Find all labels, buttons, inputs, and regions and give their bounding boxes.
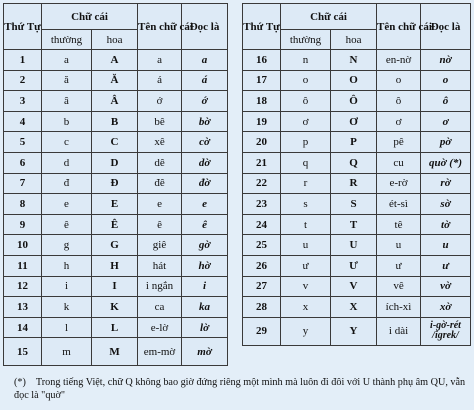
- letter-name-cell: en-nờ: [377, 50, 421, 71]
- letter-name-cell: dê: [138, 152, 182, 173]
- letter-name-cell: tê: [377, 214, 421, 235]
- header-uppercase: hoa: [92, 30, 138, 50]
- letter-name-cell: a: [138, 50, 182, 71]
- uppercase-letter-cell: K: [92, 297, 138, 318]
- uppercase-letter-cell: P: [331, 132, 377, 153]
- letter-name-cell: ô: [377, 91, 421, 112]
- header-uppercase: hoa: [331, 30, 377, 50]
- table-row: [243, 317, 471, 345]
- pronunciation-cell: xờ: [421, 297, 471, 318]
- pronunciation-cell: cờ: [182, 132, 228, 153]
- pronunciation-cell: gờ: [182, 235, 228, 256]
- order-number-cell: 15: [4, 338, 42, 366]
- order-number-cell: 2: [4, 70, 42, 91]
- letter-name-cell: pê: [377, 132, 421, 153]
- order-number-cell: 25: [243, 235, 281, 256]
- lowercase-letter-cell: l: [42, 317, 92, 338]
- lowercase-letter-cell: h: [42, 255, 92, 276]
- table-row: [243, 111, 471, 132]
- lowercase-letter-cell: g: [42, 235, 92, 256]
- uppercase-letter-cell: R: [331, 173, 377, 194]
- table-row: [243, 276, 471, 297]
- lowercase-letter-cell: k: [42, 297, 92, 318]
- order-number-cell: 21: [243, 152, 281, 173]
- uppercase-letter-cell: Ô: [331, 91, 377, 112]
- lowercase-letter-cell: s: [281, 194, 331, 215]
- order-number-cell: 20: [243, 132, 281, 153]
- order-number-cell: 7: [4, 173, 42, 194]
- lowercase-letter-cell: ê: [42, 214, 92, 235]
- letter-name-cell: hát: [138, 255, 182, 276]
- table-row: [243, 194, 471, 215]
- uppercase-letter-cell: Y: [331, 317, 377, 345]
- order-number-cell: 27: [243, 276, 281, 297]
- pronunciation-cell: i: [182, 276, 228, 297]
- order-number-cell: 1: [4, 50, 42, 71]
- letter-name-cell: u: [377, 235, 421, 256]
- table-row: [243, 132, 471, 153]
- table-row: [243, 297, 471, 318]
- header-letter-name: Tên chữ cái: [377, 4, 421, 50]
- table-row: [243, 152, 471, 173]
- letter-name-cell: á: [138, 70, 182, 91]
- letter-name-cell: xê: [138, 132, 182, 153]
- lowercase-letter-cell: m: [42, 338, 92, 366]
- uppercase-letter-cell: N: [331, 50, 377, 71]
- uppercase-letter-cell: A: [92, 50, 138, 71]
- order-number-cell: 18: [243, 91, 281, 112]
- order-number-cell: 16: [243, 50, 281, 71]
- lowercase-letter-cell: â: [42, 91, 92, 112]
- uppercase-letter-cell: Đ: [92, 173, 138, 194]
- uppercase-letter-cell: Â: [92, 91, 138, 112]
- lowercase-letter-cell: v: [281, 276, 331, 297]
- uppercase-letter-cell: Ơ: [331, 111, 377, 132]
- order-number-cell: 4: [4, 111, 42, 132]
- table-row: [4, 214, 228, 235]
- pronunciation-cell: dờ: [182, 152, 228, 173]
- letter-name-cell: ơ: [377, 111, 421, 132]
- letter-name-cell: ớ: [138, 91, 182, 112]
- table-row: [4, 276, 228, 297]
- uppercase-letter-cell: Ă: [92, 70, 138, 91]
- footnote-marker: (*): [14, 377, 26, 388]
- uppercase-letter-cell: T: [331, 214, 377, 235]
- lowercase-letter-cell: u: [281, 235, 331, 256]
- letter-name-cell: vê: [377, 276, 421, 297]
- uppercase-letter-cell: D: [92, 152, 138, 173]
- order-number-cell: 13: [4, 297, 42, 318]
- table-row: [4, 235, 228, 256]
- alphabet-table-right: [242, 3, 471, 346]
- uppercase-letter-cell: Ư: [331, 255, 377, 276]
- order-number-cell: 14: [4, 317, 42, 338]
- pronunciation-cell: i-gờ-rét /igrek/: [421, 317, 471, 345]
- letter-name-cell: ê: [138, 214, 182, 235]
- order-number-cell: 24: [243, 214, 281, 235]
- lowercase-letter-cell: ô: [281, 91, 331, 112]
- lowercase-letter-cell: ư: [281, 255, 331, 276]
- pronunciation-cell: o: [421, 70, 471, 91]
- header-letter-name: Tên chữ cái: [138, 4, 182, 50]
- table-row: [243, 50, 471, 71]
- uppercase-letter-cell: H: [92, 255, 138, 276]
- lowercase-letter-cell: e: [42, 194, 92, 215]
- letter-name-cell: giê: [138, 235, 182, 256]
- pronunciation-cell: u: [421, 235, 471, 256]
- left-table-body: [4, 50, 228, 366]
- pronunciation-cell: ớ: [182, 91, 228, 112]
- pronunciation-cell: e: [182, 194, 228, 215]
- lowercase-letter-cell: i: [42, 276, 92, 297]
- lowercase-letter-cell: o: [281, 70, 331, 91]
- letter-name-cell: e: [138, 194, 182, 215]
- pronunciation-cell: sờ: [421, 194, 471, 215]
- alphabet-table-left: [3, 3, 228, 366]
- table-row: [4, 70, 228, 91]
- uppercase-letter-cell: X: [331, 297, 377, 318]
- table-row: [4, 152, 228, 173]
- order-number-cell: 29: [243, 317, 281, 345]
- lowercase-letter-cell: n: [281, 50, 331, 71]
- uppercase-letter-cell: V: [331, 276, 377, 297]
- lowercase-letter-cell: x: [281, 297, 331, 318]
- order-number-cell: 19: [243, 111, 281, 132]
- pronunciation-cell: vờ: [421, 276, 471, 297]
- uppercase-letter-cell: U: [331, 235, 377, 256]
- table-row: [4, 297, 228, 318]
- letter-name-cell: e-lờ: [138, 317, 182, 338]
- letter-name-cell: ư: [377, 255, 421, 276]
- table-row: [4, 255, 228, 276]
- lowercase-letter-cell: r: [281, 173, 331, 194]
- table-row: [243, 235, 471, 256]
- lowercase-letter-cell: a: [42, 50, 92, 71]
- letter-name-cell: i ngắn: [138, 276, 182, 297]
- header-lowercase: thường: [42, 30, 92, 50]
- table-row: [243, 214, 471, 235]
- lowercase-letter-cell: đ: [42, 173, 92, 194]
- pronunciation-cell: quờ (*): [421, 152, 471, 173]
- pronunciation-cell: hờ: [182, 255, 228, 276]
- uppercase-letter-cell: Q: [331, 152, 377, 173]
- table-row: [4, 173, 228, 194]
- lowercase-letter-cell: d: [42, 152, 92, 173]
- order-number-cell: 3: [4, 91, 42, 112]
- table-row: [4, 132, 228, 153]
- order-number-cell: 9: [4, 214, 42, 235]
- order-number-cell: 12: [4, 276, 42, 297]
- lowercase-letter-cell: p: [281, 132, 331, 153]
- uppercase-letter-cell: S: [331, 194, 377, 215]
- pronunciation-cell: á: [182, 70, 228, 91]
- footnote-text: Trong tiếng Việt, chữ Q không bao giờ đứng riêng một mình mà luôn đi đôi với U thành phụ âm QU, vẫn đọc là "quờ": [14, 377, 466, 401]
- pronunciation-cell: ư: [421, 255, 471, 276]
- pronunciation-cell: ô: [421, 91, 471, 112]
- order-number-cell: 5: [4, 132, 42, 153]
- order-number-cell: 22: [243, 173, 281, 194]
- order-number-cell: 6: [4, 152, 42, 173]
- table-row: [4, 50, 228, 71]
- uppercase-letter-cell: C: [92, 132, 138, 153]
- uppercase-letter-cell: I: [92, 276, 138, 297]
- lowercase-letter-cell: ă: [42, 70, 92, 91]
- pronunciation-cell: đờ: [182, 173, 228, 194]
- lowercase-letter-cell: t: [281, 214, 331, 235]
- lowercase-letter-cell: y: [281, 317, 331, 345]
- table-row: [4, 91, 228, 112]
- lowercase-letter-cell: ơ: [281, 111, 331, 132]
- table-row: [243, 70, 471, 91]
- uppercase-letter-cell: M: [92, 338, 138, 366]
- uppercase-letter-cell: O: [331, 70, 377, 91]
- lowercase-letter-cell: c: [42, 132, 92, 153]
- letter-name-cell: ích-xì: [377, 297, 421, 318]
- pronunciation-cell: bờ: [182, 111, 228, 132]
- header-order: Thứ Tự: [4, 4, 42, 50]
- pronunciation-cell: a: [182, 50, 228, 71]
- order-number-cell: 8: [4, 194, 42, 215]
- header-pronunciation: Đọc là: [421, 4, 471, 50]
- order-number-cell: 26: [243, 255, 281, 276]
- table-row: [4, 317, 228, 338]
- header-pronunciation: Đọc là: [182, 4, 228, 50]
- uppercase-letter-cell: G: [92, 235, 138, 256]
- table-row: [243, 91, 471, 112]
- header-letter: Chữ cái: [42, 4, 138, 30]
- table-row: [4, 338, 228, 366]
- order-number-cell: 10: [4, 235, 42, 256]
- footnote: [14, 376, 466, 402]
- letter-name-cell: o: [377, 70, 421, 91]
- pronunciation-cell: ơ: [421, 111, 471, 132]
- table-row: [243, 255, 471, 276]
- letter-name-cell: ca: [138, 297, 182, 318]
- uppercase-letter-cell: E: [92, 194, 138, 215]
- pronunciation-cell: ê: [182, 214, 228, 235]
- pronunciation-cell: pờ: [421, 132, 471, 153]
- pronunciation-cell: lờ: [182, 317, 228, 338]
- lowercase-letter-cell: q: [281, 152, 331, 173]
- uppercase-letter-cell: L: [92, 317, 138, 338]
- pronunciation-cell: ka: [182, 297, 228, 318]
- order-number-cell: 11: [4, 255, 42, 276]
- letter-name-cell: ét-sì: [377, 194, 421, 215]
- lowercase-letter-cell: b: [42, 111, 92, 132]
- letter-name-cell: e-rờ: [377, 173, 421, 194]
- pronunciation-cell: mờ: [182, 338, 228, 366]
- uppercase-letter-cell: B: [92, 111, 138, 132]
- order-number-cell: 28: [243, 297, 281, 318]
- letter-name-cell: cu: [377, 152, 421, 173]
- table-row: [4, 194, 228, 215]
- pronunciation-cell: nờ: [421, 50, 471, 71]
- header-order: Thứ Tự: [243, 4, 281, 50]
- letter-name-cell: đê: [138, 173, 182, 194]
- table-row: [4, 111, 228, 132]
- pronunciation-cell: tờ: [421, 214, 471, 235]
- table-row: [243, 173, 471, 194]
- header-lowercase: thường: [281, 30, 331, 50]
- letter-name-cell: em-mờ: [138, 338, 182, 366]
- uppercase-letter-cell: Ê: [92, 214, 138, 235]
- right-table-body: [243, 50, 471, 346]
- order-number-cell: 23: [243, 194, 281, 215]
- order-number-cell: 17: [243, 70, 281, 91]
- letter-name-cell: bê: [138, 111, 182, 132]
- header-letter: Chữ cái: [281, 4, 377, 30]
- pronunciation-cell: rờ: [421, 173, 471, 194]
- letter-name-cell: i dài: [377, 317, 421, 345]
